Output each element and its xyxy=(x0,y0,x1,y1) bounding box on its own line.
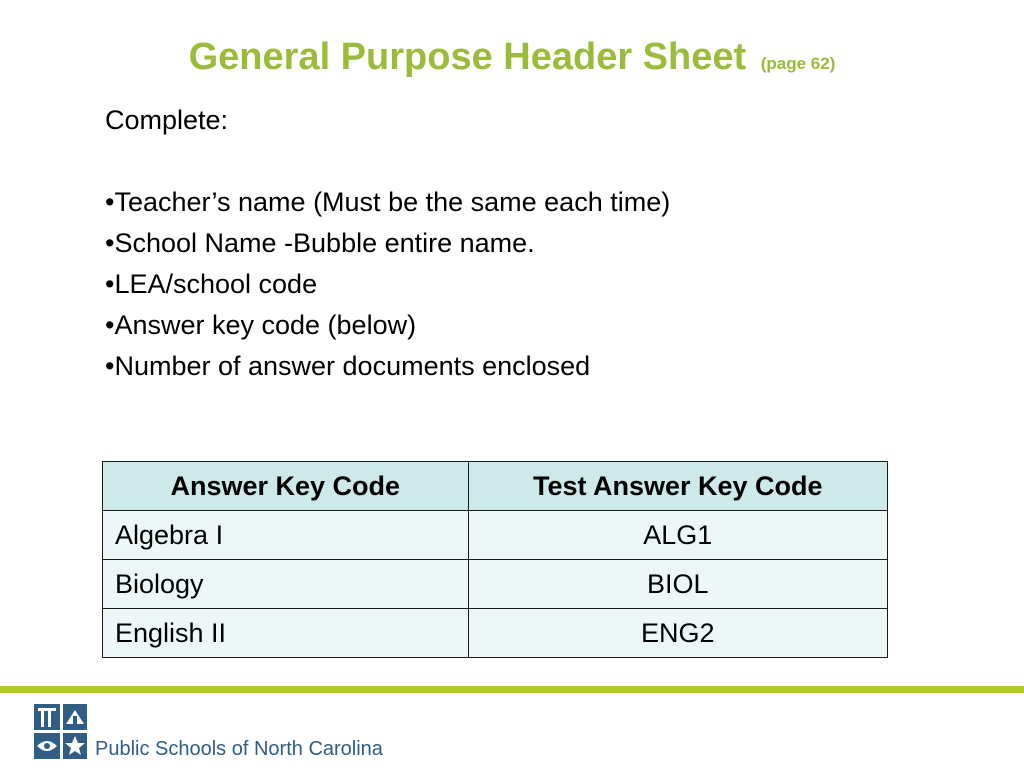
nc-public-schools-logo-icon xyxy=(33,702,89,762)
bullet-item: •Teacher’s name (Must be the same each time) xyxy=(105,187,671,217)
table-row xyxy=(103,511,888,560)
table-cell: ALG1 xyxy=(468,511,887,560)
table-header-row xyxy=(103,462,888,511)
org-name: Public Schools of North Carolina xyxy=(95,738,383,760)
table-cell: English II xyxy=(103,609,469,658)
table-cell: Algebra I xyxy=(103,511,469,560)
title-text: General Purpose Header Sheet xyxy=(188,36,747,78)
table-cell: BIOL xyxy=(468,560,887,609)
bullet-item: •LEA/school code xyxy=(105,269,318,299)
column-header: Test Answer Key Code xyxy=(468,462,887,511)
table-row xyxy=(103,560,888,609)
bullet-item: •School Name -Bubble entire name. xyxy=(105,228,535,258)
footer xyxy=(33,702,533,762)
footer-divider xyxy=(0,686,1024,693)
table-cell: Biology xyxy=(103,560,469,609)
title-page-ref: (page 62) xyxy=(760,54,836,73)
bullet-item: •Number of answer documents enclosed xyxy=(105,351,591,381)
instructions-lead: Complete: xyxy=(105,105,229,135)
column-header: Answer Key Code xyxy=(103,462,469,511)
table-row xyxy=(103,609,888,658)
table-cell: ENG2 xyxy=(468,609,887,658)
slide-title xyxy=(0,30,1024,91)
bullet-item: •Answer key code (below) xyxy=(105,310,417,340)
instructions xyxy=(105,100,670,387)
answer-key-table xyxy=(102,461,888,658)
